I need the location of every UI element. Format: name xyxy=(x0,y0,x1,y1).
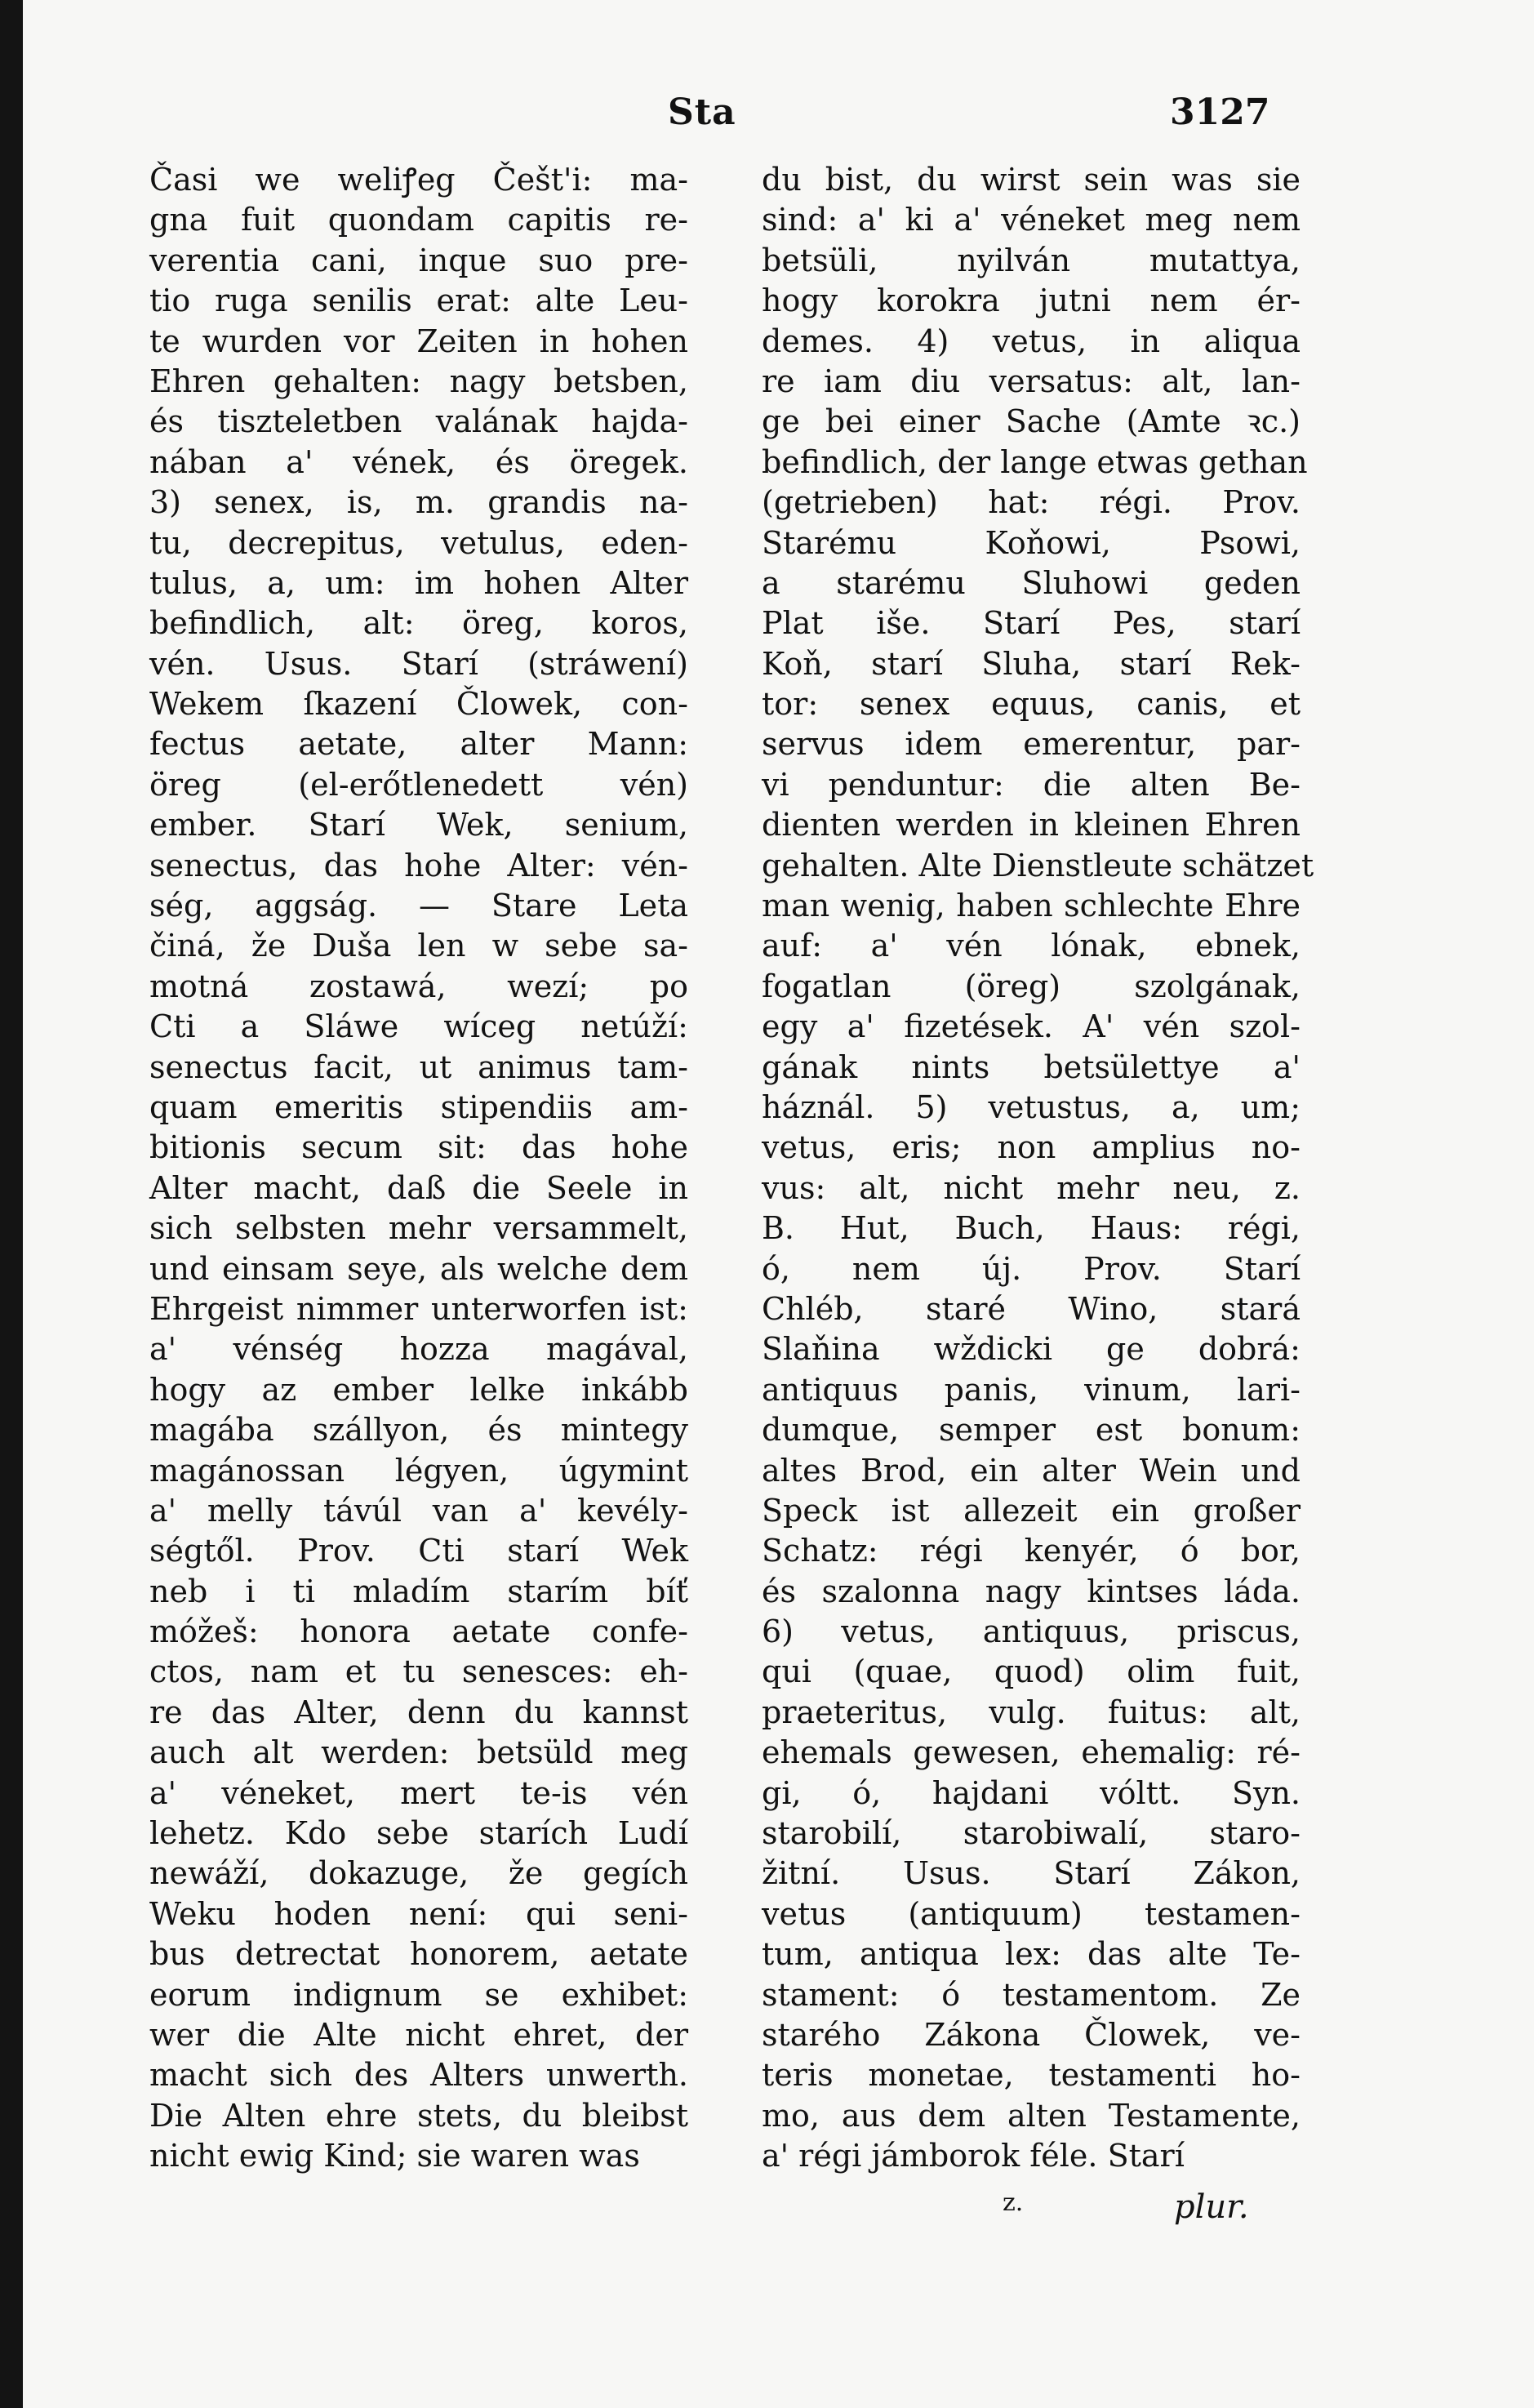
text-line: a' véneket, mert te-is vén xyxy=(149,1774,688,1811)
text-line: starého Zákona Člowek, ve- xyxy=(762,2016,1301,2053)
text-line: altes Brod, ein alter Wein und xyxy=(762,1452,1301,1489)
text-line: háznál. 5) vetustus, a, um; xyxy=(762,1088,1301,1125)
text-line: a' melly távúl van a' kevély- xyxy=(149,1492,688,1529)
text-line: fectus aetate, alter Mann: xyxy=(149,726,688,763)
text-line: vetus, eris; non amplius no- xyxy=(762,1129,1301,1166)
text-line: a' régi jámborok féle. Starí xyxy=(762,2138,1185,2174)
text-line: Weku hoden není: qui seni- xyxy=(149,1895,688,1932)
text-line: a' vénség hozza magával, xyxy=(149,1331,688,1368)
text-line: gának nints betsülettye a' xyxy=(762,1048,1301,1085)
text-line: Cti a Sláwe wíceg netúží: xyxy=(149,1008,688,1045)
text-line: és szalonna nagy kintses láda. xyxy=(762,1573,1301,1609)
text-line: auf: a' vén lónak, ebnek, xyxy=(762,928,1301,964)
text-line: befindlich, der lange etwas gethan xyxy=(762,443,1308,480)
text-line: macht sich des Alters unwerth. xyxy=(149,2057,688,2094)
text-line: dumque, semper est bonum: xyxy=(762,1412,1301,1449)
text-line: ó, nem új. Prov. Starí xyxy=(762,1250,1301,1287)
text-line: ember. Starí Wek, senium, xyxy=(149,807,688,843)
page-header xyxy=(23,91,1534,144)
text-line: praeteritus, vulg. fuitus: alt, xyxy=(762,1694,1301,1730)
text-line: a starému Sluhowi geden xyxy=(762,564,1301,601)
page-footer xyxy=(970,2188,1313,2237)
text-line: sind: a' ki a' véneket meg nem xyxy=(762,202,1301,238)
text-line: (getrieben) hat: régi. Prov. xyxy=(762,484,1301,521)
text-line: 3) senex, is, m. grandis na- xyxy=(149,484,688,521)
text-line: magába szállyon, és mintegy xyxy=(149,1412,688,1449)
text-line: senectus, das hohe Alter: vén- xyxy=(149,847,688,884)
text-line: móžeš: honora aetate confe- xyxy=(149,1613,688,1650)
text-line: dienten werden in kleinen Ehren xyxy=(762,807,1301,843)
text-line: re iam diu versatus: alt, lan- xyxy=(762,363,1301,399)
text-line: egy a' fizetések. A' vén szol- xyxy=(762,1008,1301,1045)
text-line: Koň, starí Sluha, starí Rek- xyxy=(762,645,1301,682)
text-line: Chléb, staré Wino, stará xyxy=(762,1290,1301,1327)
text-line: tulus, a, um: im hohen Alter xyxy=(149,564,688,601)
text-line: hogy korokra jutni nem ér- xyxy=(762,283,1301,319)
text-line: žitní. Usus. Starí Zákon, xyxy=(762,1855,1301,1892)
text-line: teris monetae, testamenti ho- xyxy=(762,2057,1301,2094)
text-line: Die Alten ehre stets, du bleibst xyxy=(149,2097,688,2134)
text-line: und einsam seye, als welche dem xyxy=(149,1250,688,1287)
text-line: motná zostawá, wezí; po xyxy=(149,968,688,1004)
page-number: 3127 xyxy=(1170,91,1270,133)
text-line: gi, ó, hajdani vóltt. Syn. xyxy=(762,1774,1301,1811)
text-line: demes. 4) vetus, in aliqua xyxy=(762,323,1301,359)
text-line: Wekem ſkazení Člowek, con- xyxy=(149,686,688,723)
text-line: fogatlan (öreg) szolgának, xyxy=(762,968,1301,1004)
dictionary-page xyxy=(23,0,1534,2408)
text-line: ctos, nam et tu senesces: eh- xyxy=(149,1654,688,1690)
text-line: bitionis secum sit: das hohe xyxy=(149,1129,688,1166)
text-line: newáží, dokazuge, že gegích xyxy=(149,1855,688,1892)
text-line: gna fuit quondam capitis re- xyxy=(149,202,688,238)
text-line: neb i ti mladím starím bíť xyxy=(149,1573,688,1609)
text-line: B. Hut, Buch, Haus: régi, xyxy=(762,1210,1301,1247)
text-line: Slaňina wždicki ge dobrá: xyxy=(762,1331,1301,1368)
text-line: vus: alt, nicht mehr neu, z. xyxy=(762,1169,1301,1206)
text-line: tio ruga senilis erat: alte Leu- xyxy=(149,283,688,319)
text-line: nában a' vének, és öregek. xyxy=(149,443,688,480)
text-line: re das Alter, denn du kannst xyxy=(149,1694,688,1730)
text-line: Speck ist allezeit ein großer xyxy=(762,1492,1301,1529)
text-line: Schatz: régi kenyér, ó bor, xyxy=(762,1533,1301,1569)
text-line: Starému Koňowi, Psowi, xyxy=(762,524,1301,561)
text-line: quam emeritis stipendiis am- xyxy=(149,1088,688,1125)
text-line: öreg (el-erőtlenedett vén) xyxy=(149,766,688,803)
text-line: antiquus panis, vinum, lari- xyxy=(762,1371,1301,1408)
text-line: Alter macht, daß die Seele in xyxy=(149,1169,688,1206)
right-column xyxy=(762,160,1314,2177)
scan-border xyxy=(0,0,23,2408)
text-line: činá, že Duša len w sebe sa- xyxy=(149,928,688,964)
text-line: eorum indignum se exhibet: xyxy=(149,1976,688,2013)
text-line: ségtől. Prov. Cti starí Wek xyxy=(149,1533,688,1569)
text-line: qui (quae, quod) olim fuit, xyxy=(762,1654,1301,1690)
text-line: ge bei einer Sache (Amte ꝛc.) xyxy=(762,403,1301,440)
text-line: auch alt werden: betsüld meg xyxy=(149,1734,688,1771)
text-line: tor: senex equus, canis, et xyxy=(762,686,1301,723)
text-line: verentia cani, inque suo pre- xyxy=(149,242,688,278)
text-line: 6) vetus, antiquus, priscus, xyxy=(762,1613,1301,1650)
text-line: man wenig, haben schlechte Ehre xyxy=(762,888,1301,924)
text-line: és tiszteletben valának hajda- xyxy=(149,403,688,440)
text-line: befindlich, alt: öreg, koros, xyxy=(149,605,688,642)
text-line: Časi we weliꝭeg Češt'i: ma- xyxy=(149,162,688,198)
text-line: tu, decrepitus, vetulus, eden- xyxy=(149,524,688,561)
text-line: ség, aggság. — Stare Leta xyxy=(149,888,688,924)
text-line: betsüli, nyilván mutattya, xyxy=(762,242,1301,278)
text-line: lehetz. Kdo sebe starích Ludí xyxy=(149,1815,688,1852)
text-line: te wurden vor Zeiten in hohen xyxy=(149,323,688,359)
text-line: magánossan légyen, úgymint xyxy=(149,1452,688,1489)
text-line: hogy az ember lelke inkább xyxy=(149,1371,688,1408)
text-line: ehemals gewesen, ehemalig: ré- xyxy=(762,1734,1301,1771)
running-head: Sta xyxy=(668,91,736,133)
text-line: Ehren gehalten: nagy betsben, xyxy=(149,363,688,399)
text-line: starobilí, starobiwalí, staro- xyxy=(762,1815,1301,1852)
text-line: bus detrectat honorem, aetate xyxy=(149,1936,688,1973)
text-line: tum, antiqua lex: das alte Te- xyxy=(762,1936,1301,1973)
text-line: du bist, du wirst sein was sie xyxy=(762,162,1301,198)
catchword: plur. xyxy=(1174,2188,1249,2226)
text-line: gehalten. Alte Dienstleute schätzet xyxy=(762,847,1314,884)
text-line: nicht ewig Kind; sie waren was xyxy=(149,2138,640,2174)
text-line: senectus facit, ut animus tam- xyxy=(149,1048,688,1085)
text-line: vetus (antiquum) testamen- xyxy=(762,1895,1301,1932)
text-line: Ehrgeist nimmer unterworfen ist: xyxy=(149,1290,688,1327)
text-line: vi penduntur: die alten Be- xyxy=(762,766,1301,803)
text-line: mo, aus dem alten Testamente, xyxy=(762,2097,1301,2134)
text-line: servus idem emerentur, par- xyxy=(762,726,1301,763)
text-line: Plat iše. Starí Pes, starí xyxy=(762,605,1301,642)
text-line: sich selbsten mehr versammelt, xyxy=(149,1210,688,1247)
signature-mark: z. xyxy=(1003,2188,1024,2217)
text-line: stament: ó testamentom. Ze xyxy=(762,1976,1301,2013)
text-line: wer die Alte nicht ehret, der xyxy=(149,2016,688,2053)
left-column xyxy=(149,160,688,2177)
text-line: vén. Usus. Starí (stráwení) xyxy=(149,645,688,682)
